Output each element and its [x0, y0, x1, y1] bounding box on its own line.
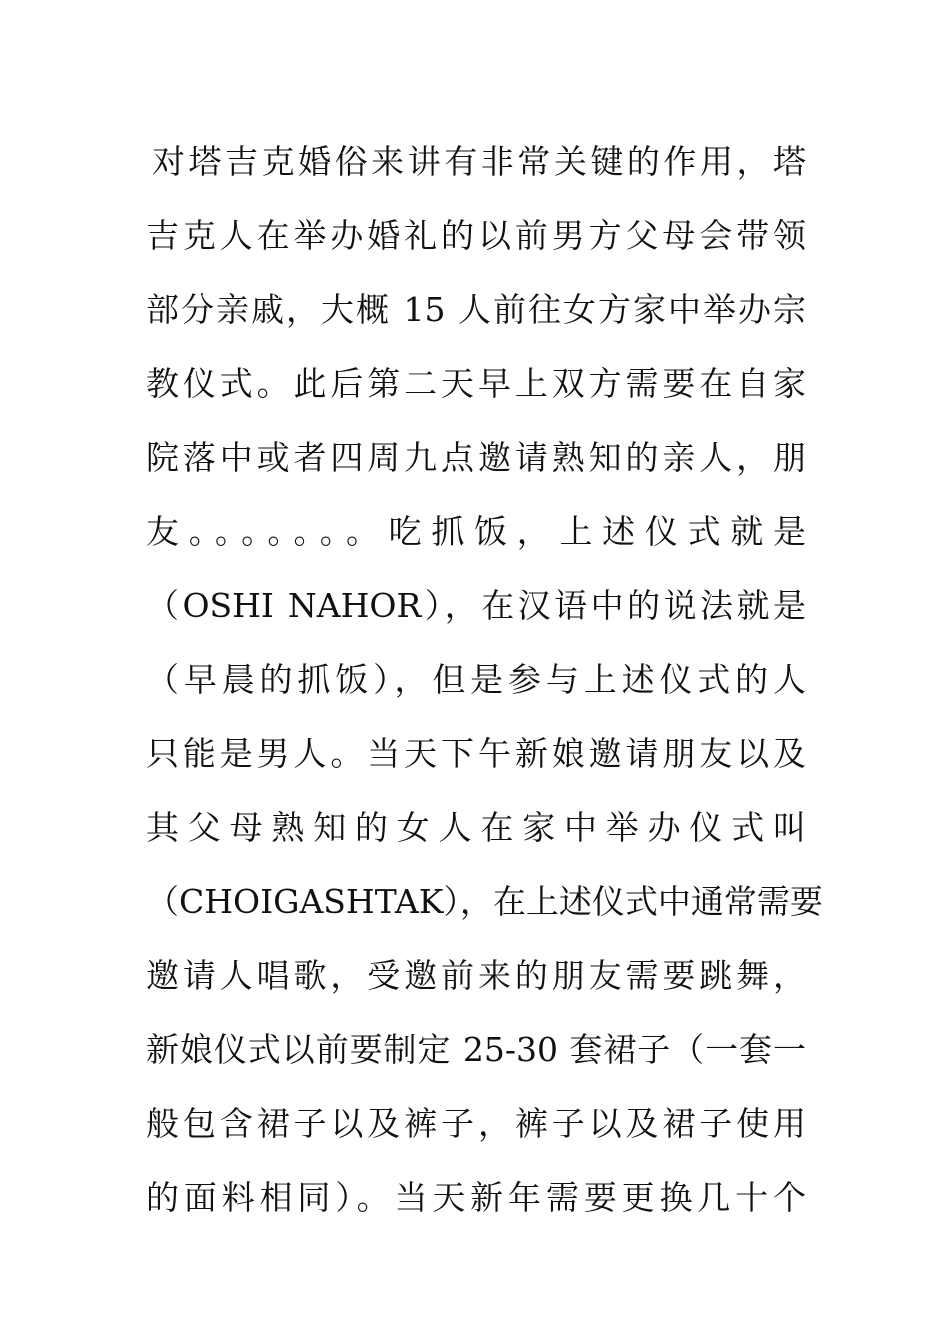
text-line: 吉克人在举办婚礼的以前男方父母会带领 — [146, 216, 806, 255]
text-line: 的面料相同）。当天新年需要更换几十个 — [146, 1178, 806, 1217]
text-line: 友。。。。。。。吃抓饭，上述仪式就是 — [146, 512, 806, 551]
text-line: （OSHI NAHOR），在汉语中的说法就是 — [146, 586, 806, 625]
text-line: （早晨的抓饭），但是参与上述仪式的人 — [146, 660, 806, 699]
body-text — [146, 125, 823, 1235]
text-line: 教仪式。此后第二天早上双方需要在自家 — [146, 364, 806, 403]
text-line: 般包含裙子以及裤子，裤子以及裙子使用 — [146, 1104, 806, 1143]
text-line: 其父母熟知的女人在家中举办仪式叫 — [146, 808, 806, 847]
text-line: 邀请人唱歌，受邀前来的朋友需要跳舞， — [146, 956, 806, 995]
text-line: 新娘仪式以前要制定 25-30 套裙子（一套一 — [146, 1030, 806, 1069]
text-line: 只能是男人。当天下午新娘邀请朋友以及 — [146, 734, 806, 773]
text-line: 部分亲戚，大概 15 人前往女方家中举办宗 — [146, 290, 806, 329]
text-line: （CHOIGASHTAK），在上述仪式中通常需要 — [146, 882, 823, 921]
text-line: 对塔吉克婚俗来讲有非常关键的作用，塔 — [152, 142, 806, 181]
text-line: 院落中或者四周九点邀请熟知的亲人，朋 — [146, 438, 806, 477]
